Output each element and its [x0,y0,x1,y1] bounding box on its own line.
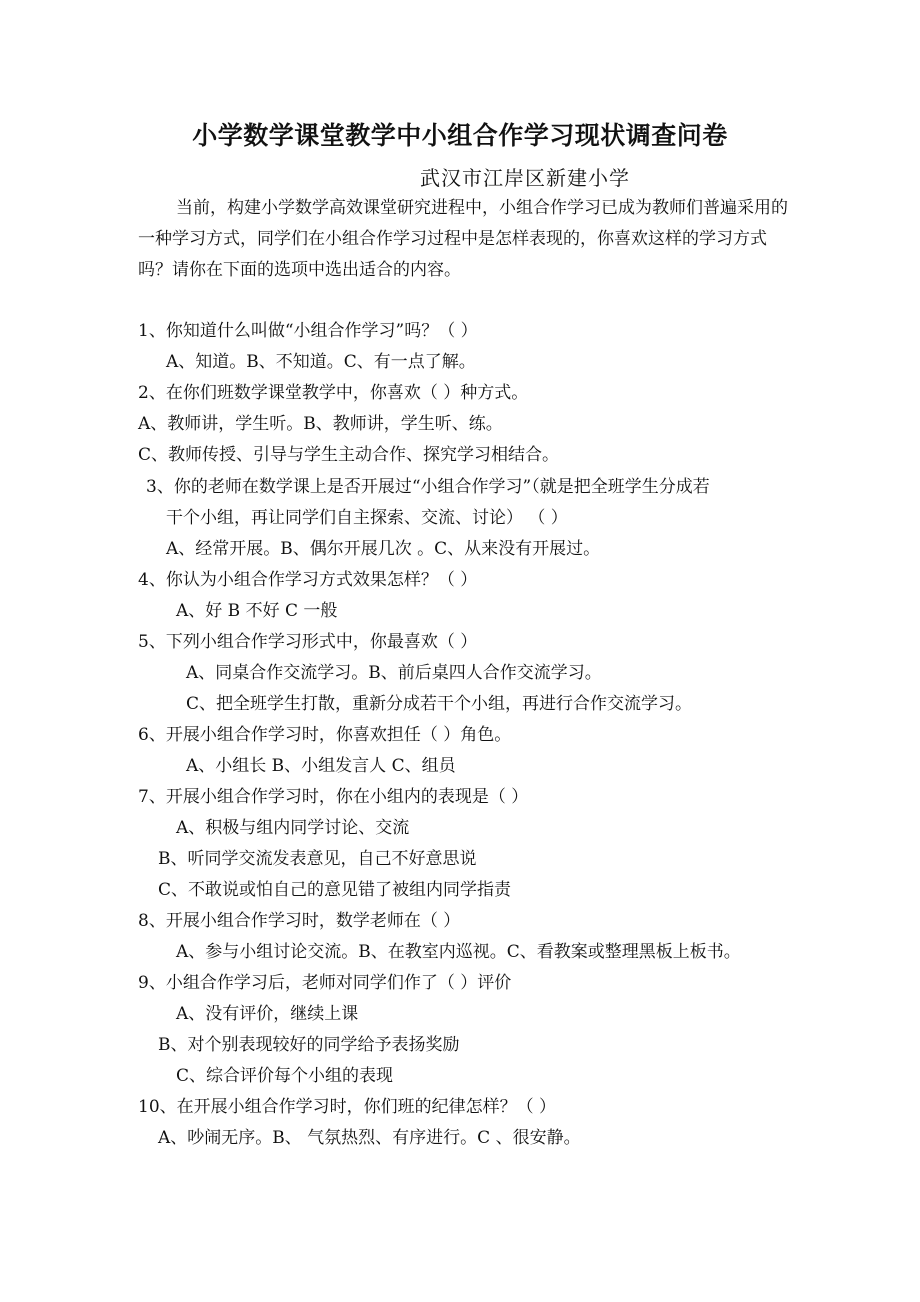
question-5: 5、下列小组合作学习形式中，你最喜欢（ ） [138,632,478,652]
question-10-options: A、吵闹无序。B、 气氛热烈、有序进行。C 、很安静。 [158,1128,581,1148]
question-5-option-ab: A、同桌合作交流学习。B、前后桌四人合作交流学习。 [186,663,602,683]
question-7-option-b: B、听同学交流发表意见，自己不好意思说 [158,849,477,869]
question-2-option-c: C、教师传授、引导与学生主动合作、探究学习相结合。 [138,445,560,465]
question-5-option-c: C、把全班学生打散，重新分成若干个小组，再进行合作交流学习。 [186,694,693,714]
question-8: 8、开展小组合作学习时，数学老师在（ ） [138,911,461,931]
question-1-options: A、知道。B、不知道。C、有一点了解。 [166,352,476,372]
question-3-options: A、经常开展。B、偶尔开展几次 。C、从来没有开展过。 [166,539,601,559]
question-6-options: A、小组长 B、小组发言人 C、组员 [186,756,456,776]
question-3: 3、你的老师在数学课上是否开展过“小组合作学习”（就是把全班学生分成若 [146,477,710,497]
question-9-option-c: C、综合评价每个小组的表现 [176,1066,394,1086]
question-2: 2、在你们班数学课堂教学中，你喜欢（ ）种方式。 [138,383,529,403]
question-7-option-a: A、积极与组内同学讨论、交流 [176,818,410,838]
question-4: 4、你认为小组合作学习方式效果怎样？（ ） [138,570,478,590]
question-9: 9、小组合作学习后，老师对同学们作了（ ）评价 [138,973,512,993]
question-4-options: A、好 B 不好 C 一般 [176,601,338,621]
question-1: 1、你知道什么叫做“小组合作学习”吗？（ ） [138,321,478,341]
question-7: 7、开展小组合作学习时，你在小组内的表现是（ ） [138,787,529,807]
question-9-option-a: A、没有评价，继续上课 [176,1004,359,1024]
document-title: 小学数学课堂教学中小组合作学习现状调查问卷 [192,121,728,150]
question-6: 6、开展小组合作学习时，你喜欢担任（ ）角色。 [138,725,512,745]
question-3-continued: 干个小组，再让同学们自主探索、交流、讨论） （ ） [166,508,568,528]
school-name: 武汉市江岸区新建小学 [420,166,630,190]
intro-text: 当前，构建小学数学高效课堂研究进程中，小组合作学习已成为教师们普遍采用的一种学习方式，同学们在小组合作学习过程中是怎样表现的，你喜欢这样的学习方式吗？请你在下面的选项中选出适合的内容。 [138,198,788,280]
question-8-options: A、参与小组讨论交流。B、在教室内巡视。C、看教案或整理黑板上板书。 [176,942,741,962]
question-7-option-c: C、不敢说或怕自己的意见错了被组内同学指责 [158,880,512,900]
question-10: 10、在开展小组合作学习时，你们班的纪律怎样？（ ） [138,1097,557,1117]
question-9-option-b: B、对个别表现较好的同学给予表扬奖励 [158,1035,460,1055]
question-2-option-ab: A、教师讲，学生听。B、教师讲，学生听、练。 [138,414,503,434]
intro-paragraph [138,193,798,286]
